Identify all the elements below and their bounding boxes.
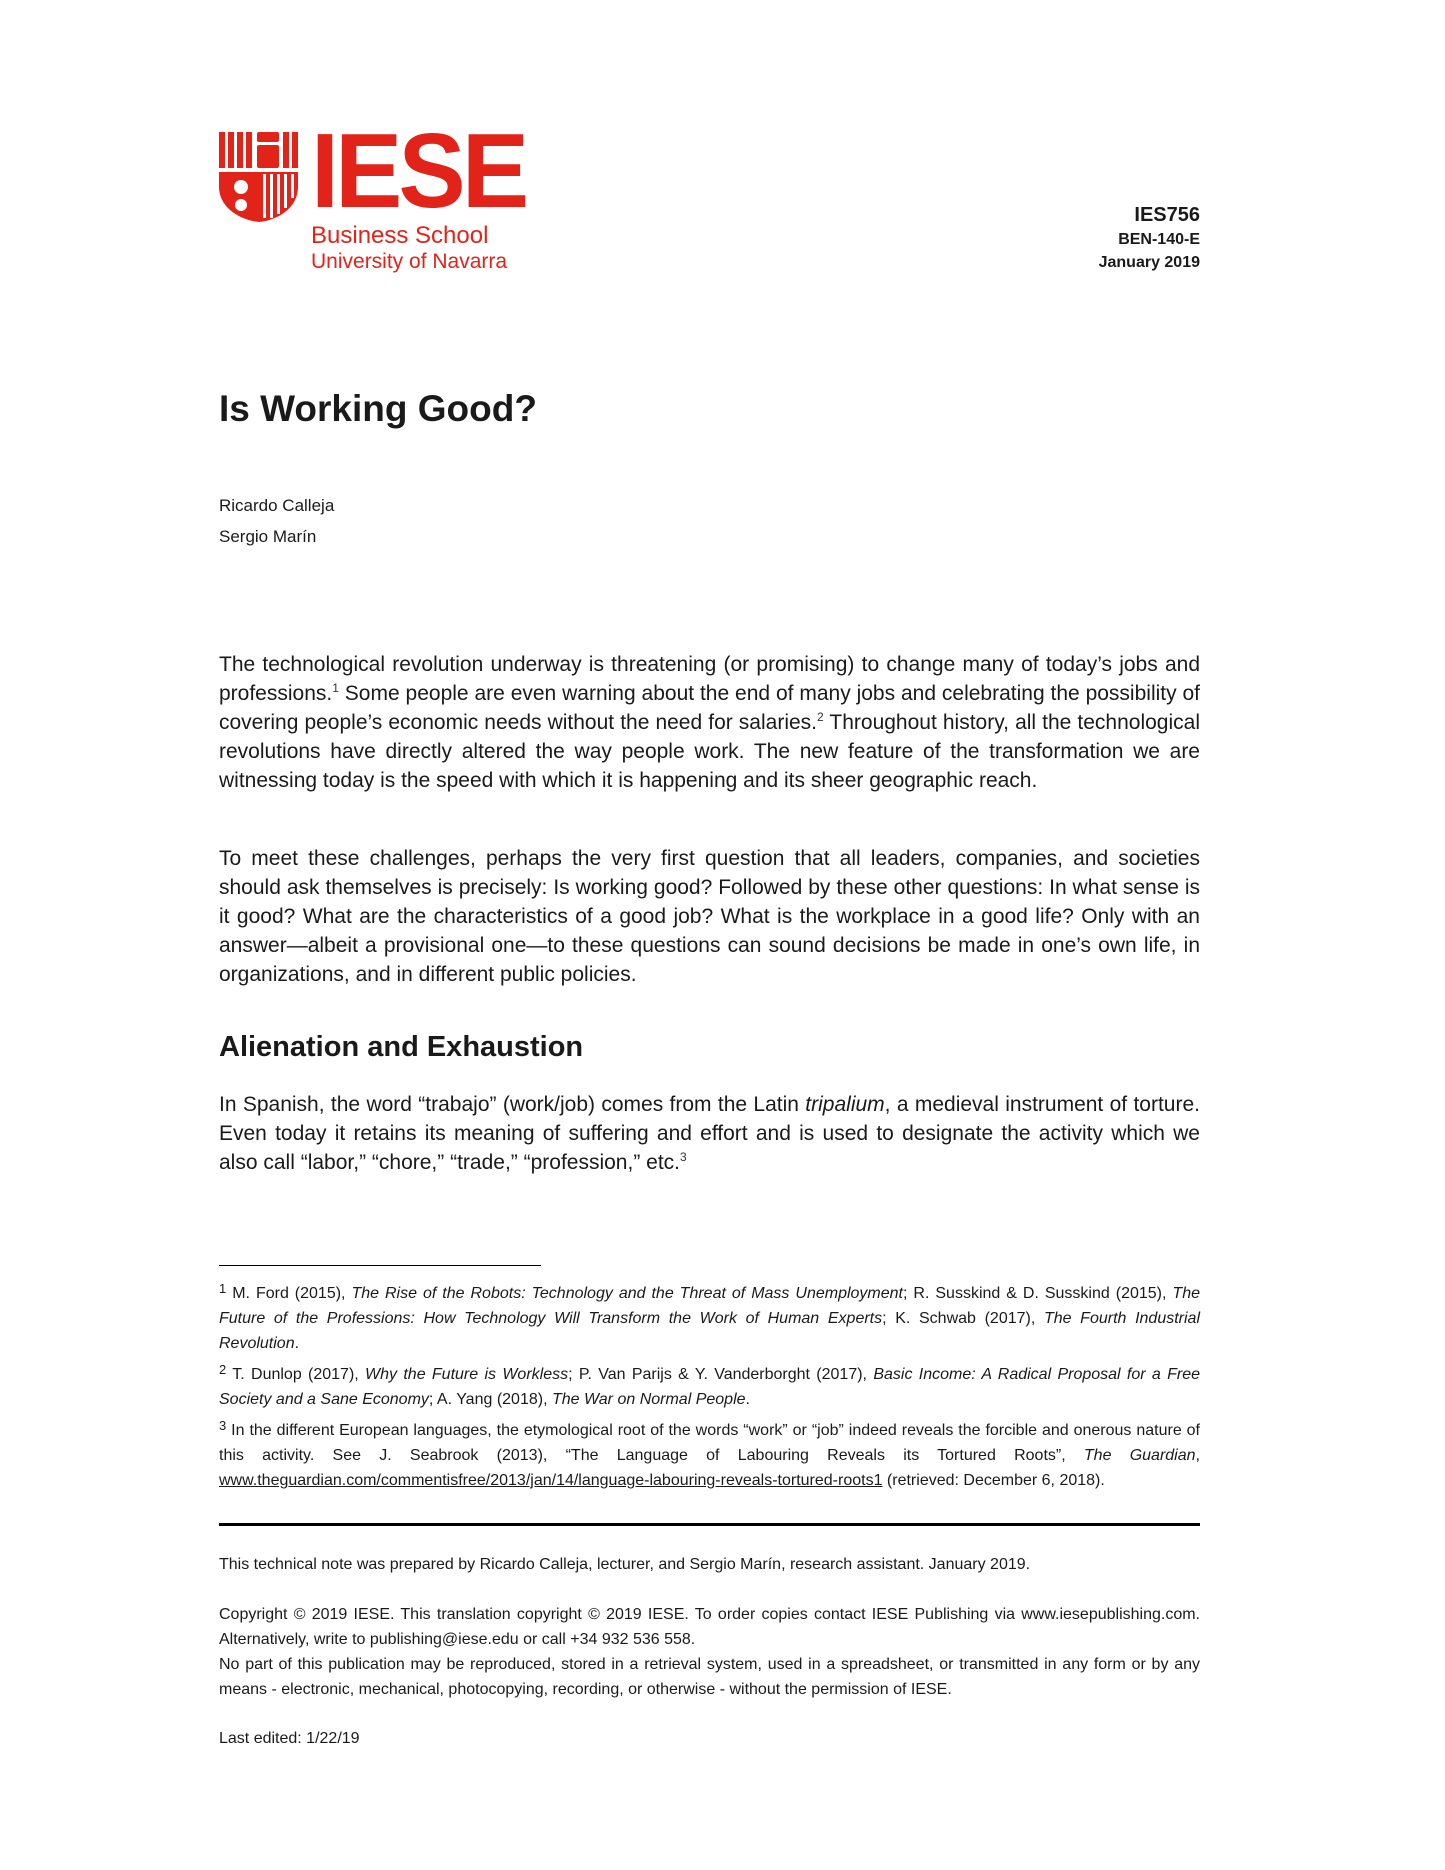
document-meta (1099, 202, 1200, 274)
last-edited: Last edited: 1/22/19 (219, 1730, 360, 1747)
footnote-text: T. Dunlop (2017), (226, 1366, 366, 1383)
guardian-link[interactable]: www.theguardian.com/commentisfree/2013/jan/14/language-labouring-reveals-tortured-roots1 (219, 1472, 883, 1489)
preparation-note: This technical note was prepared by Ricardo Calleja, lecturer, and Sergio Marín, research assistant. January 2019. (219, 1556, 1031, 1573)
footnote-title: The Fourth Industrial Revolution (219, 1310, 1201, 1352)
logo-business-school: Business School (311, 222, 489, 249)
footnote-title: The Guardian (1083, 1447, 1196, 1464)
author-list (219, 490, 1200, 552)
logo-university: University of Navarra (311, 250, 508, 273)
footnote-number: 1 (219, 1281, 227, 1296)
body-paragraph-3 (219, 1090, 1200, 1177)
body-paragraph-2: To meet these challenges, perhaps the very first question that all leaders, companies, and societies should ask themselves is precisely: Is working good? Followed by these other questions: In what sense is it good? What are the characteristics of a good job? What is the workplace in a good life? Only with an answer—albeit a provisional one—to these questions can sound decisions be made in one’s own life, in organizations, and in different public policies. (219, 847, 1200, 986)
footnote-3 (219, 1418, 1200, 1493)
footnote-title: Basic Income: A Radical Proposal for a Free Society and a Sane Economy (219, 1366, 1200, 1408)
page-title: Is Working Good? (219, 388, 537, 429)
footnote-title: The Future of the Professions: How Technology Will Transform the Work of Human Experts (219, 1285, 1200, 1327)
copyright-notice (219, 1602, 1200, 1702)
footnote-text: , (1195, 1447, 1200, 1464)
paragraph-text: In Spanish, the word “trabajo” (work/job) comes from the Latin (219, 1093, 806, 1116)
document-ref: BEN-140-E (1118, 231, 1200, 248)
footnote-ref-1[interactable]: 1 (332, 681, 339, 695)
iese-logo (219, 112, 526, 280)
footnote-title: Why the Future is Workless (365, 1366, 569, 1383)
copyright-text: Copyright © 2019 IESE. This translation copyright © 2019 IESE. To order copies contact IESE Publishing via www.iesepublishing.com. Alternatively, write to publishing@iese.edu or call +34 932 536 558. (219, 1606, 1200, 1648)
footnotes (219, 1281, 1200, 1499)
footnote-ref-3[interactable]: 3 (680, 1150, 687, 1164)
footnote-title: The War on Normal People (551, 1391, 746, 1408)
footnote-text: ; K. Schwab (2017), (882, 1310, 1044, 1327)
footnote-text: M. Ford (2015), (226, 1285, 352, 1302)
body-paragraph-1 (219, 650, 1200, 795)
footnote-divider (219, 1265, 541, 1266)
footnote-number: 3 (219, 1418, 227, 1433)
paragraph-text: , a medieval instrument of torture. Even today it retains its meaning of suffering and effort and is used to designate the activity which we also call “labor,” “chore,” “trade,” “profession,” etc. (219, 1093, 1200, 1174)
document-code: IES756 (1134, 204, 1200, 226)
author-name: Ricardo Calleja (219, 496, 335, 515)
footnote-text: In the different European languages, the etymological root of the words “work” or “job” indeed reveals the forcible and onerous nature of this activity. See J. Seabrook (2013), “The Language of Labouring Reveals its Tortured Roots”, (219, 1422, 1200, 1464)
iese-shield-icon (219, 132, 301, 222)
author-name: Sergio Marín (219, 527, 317, 546)
paragraph-text: Throughout history, all the technological revolutions have directly altered the way people work. The new feature of the transformation we are witnessing today is the speed with which it is happening and its sheer geographic reach. (219, 711, 1200, 792)
footnote-2 (219, 1362, 1200, 1412)
section-heading: Alienation and Exhaustion (219, 1031, 584, 1063)
paragraph-text: Some people are even warning about the end of many jobs and celebrating the possibility of covering people’s economic needs without the need for salaries. (219, 682, 1200, 734)
footnote-ref-2[interactable]: 2 (817, 710, 824, 724)
footnote-text: . (294, 1335, 300, 1352)
reproduction-notice: No part of this publication may be reproduced, stored in a retrieval system, used in a spreadsheet, or transmitted in any form or by any means - electronic, mechanical, photocopying, recording, or otherwise - without the permission of IESE. (219, 1656, 1200, 1698)
footnote-text: . (745, 1391, 750, 1408)
colophon-divider (219, 1523, 1200, 1526)
footnote-text: (retrieved: December 6, 2018). (882, 1472, 1105, 1489)
document-date: January 2019 (1098, 254, 1200, 271)
footnote-1 (219, 1281, 1200, 1356)
logo-wordmark: IESE (311, 112, 526, 230)
footnote-text: ; A. Yang (2018), (428, 1391, 552, 1408)
footnote-text: ; R. Susskind & D. Susskind (2015), (903, 1285, 1173, 1302)
paragraph-text: The technological revolution underway is threatening (or promising) to change many of today’s jobs and professions. (219, 653, 1200, 705)
footnote-title: The Rise of the Robots: Technology and the Threat of Mass Unemployment (351, 1285, 903, 1302)
footnote-number: 2 (219, 1362, 227, 1377)
paragraph-italic: tripalium (805, 1093, 885, 1116)
footnote-text: ; P. Van Parijs & Y. Vanderborght (2017), (568, 1366, 874, 1383)
